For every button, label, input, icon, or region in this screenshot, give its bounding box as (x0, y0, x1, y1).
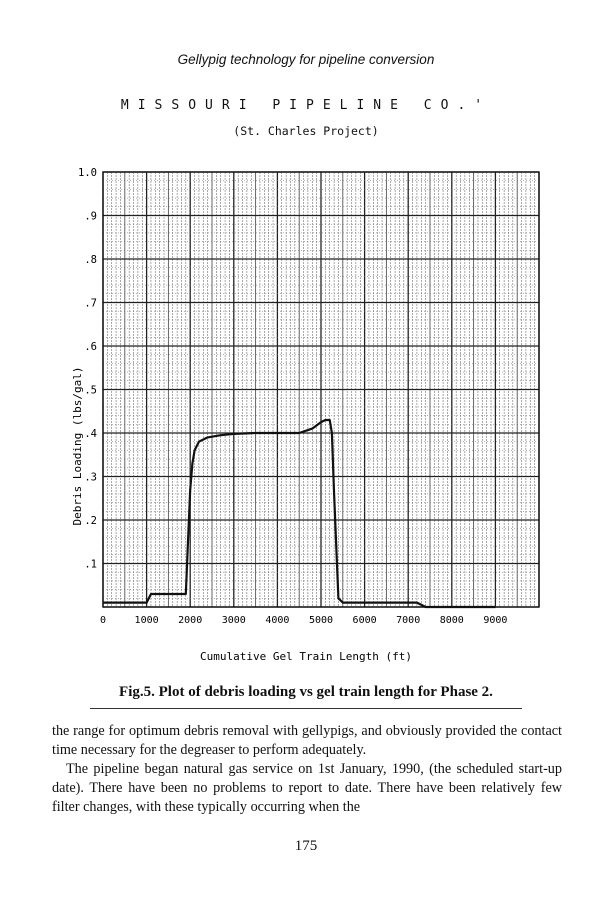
chart-project-subtitle: (St. Charles Project) (233, 124, 379, 138)
x-tick-label: 2000 (178, 615, 203, 626)
y-tick-label: .5 (84, 384, 97, 397)
x-tick-label: 1000 (134, 615, 159, 626)
figure-caption: Fig.5. Plot of debris loading vs gel train length for Phase 2. (119, 684, 493, 700)
y-tick-label: .3 (84, 471, 97, 484)
x-tick-label: 8000 (439, 615, 464, 626)
y-tick-label: .4 (84, 428, 97, 440)
y-axis-label: Debris Loading (lbs/gal) (71, 366, 84, 526)
page-number: 175 (294, 838, 318, 854)
y-tick-label: .1 (84, 558, 97, 571)
chart-grid (103, 172, 539, 607)
x-tick-label: 3000 (221, 615, 246, 626)
running-header: Gellypig technology for pipeline conversion (177, 52, 435, 67)
y-tick-label: .7 (84, 297, 97, 310)
y-tick-label: .2 (84, 515, 97, 527)
paragraph-1: the range for optimum debris removal with gellypigs, and obviously provided the contact time necessary for the degreaser to perform adequately. (52, 723, 562, 758)
x-tick-label: 4000 (265, 615, 290, 626)
x-tick-label: 5000 (308, 615, 334, 626)
y-tick-label: .9 (84, 210, 97, 223)
x-tick-label: 7000 (396, 615, 421, 626)
x-tick-label: 0 (99, 615, 107, 626)
caption-rule (90, 708, 522, 709)
chart-company-title: MISSOURI PIPELINE CO.' (120, 98, 492, 113)
x-tick-label: 6000 (352, 615, 377, 626)
x-tick-label: 9000 (483, 615, 508, 626)
x-axis-label: Cumulative Gel Train Length (ft) (200, 650, 412, 663)
body-text (52, 722, 562, 817)
y-tick-label: .8 (84, 254, 97, 266)
y-tick-label: 1.0 (78, 167, 97, 179)
paragraph-2: The pipeline began natural gas service on 1st January, 1990, (the scheduled start-up date). There have been no problems to report to date. There have been relatively few filter changes, with these typically occurring when the (52, 761, 562, 815)
y-tick-label: .6 (84, 341, 97, 353)
